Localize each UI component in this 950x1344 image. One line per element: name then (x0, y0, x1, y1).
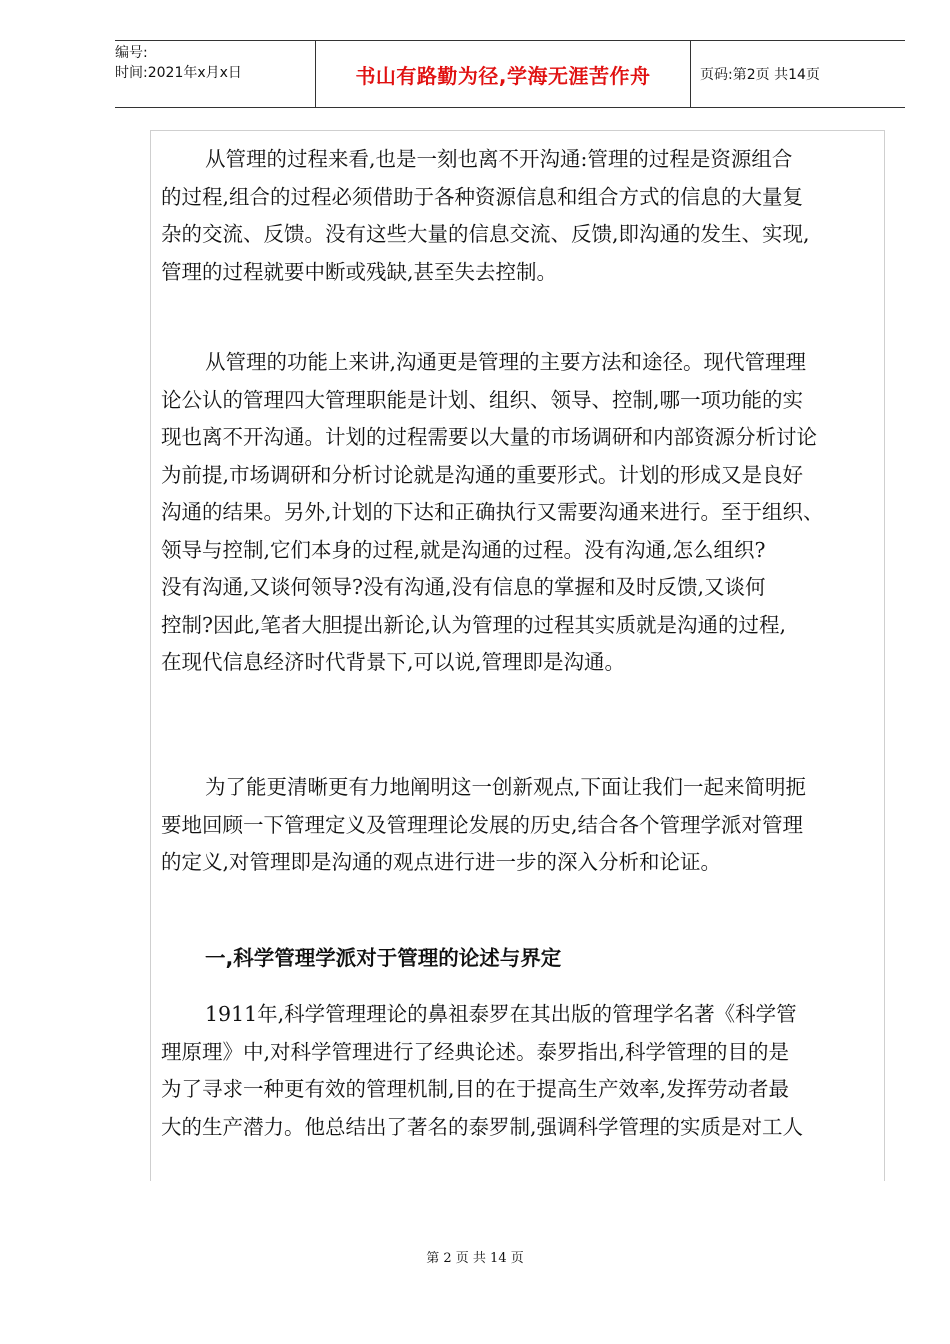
document-body (150, 130, 885, 1181)
paragraph-2 (161, 344, 885, 682)
paragraph-line: 为前提,市场调研和分析讨论就是沟通的重要形式。计划的形成又是良好 (161, 462, 804, 487)
paragraph-3 (161, 769, 885, 882)
paragraph-4 (161, 996, 885, 1146)
paragraph-line: 杂的交流、反馈。没有这些大量的信息交流、反馈,即沟通的发生、实现, (161, 222, 810, 246)
page-header (115, 40, 905, 108)
paragraph-line: 从管理的功能上来讲,沟通更是管理的主要方法和途径。现代管理理 (205, 350, 807, 374)
paragraph-line: 领导与控制,它们本身的过程,就是沟通的过程。没有沟通,怎么组织? (161, 537, 766, 562)
paragraph-line: 为了寻求一种更有效的管理机制,目的在于提高生产效率,发挥劳动者最 (161, 1077, 790, 1101)
header-meta (115, 41, 315, 109)
header-motto: 书山有路勤为径,学海无涯苦作舟 (315, 41, 691, 107)
paragraph-line: 要地回顾一下管理定义及管理理论发展的历史,结合各个管理学派对管理 (161, 812, 804, 837)
section-heading: 一,科学管理学派对于管理的论述与界定 (205, 946, 562, 970)
paragraph-line: 从管理的过程来看,也是一刻也离不开沟通:管理的过程是资源组合 (205, 147, 793, 171)
header-page-info (690, 41, 915, 107)
paragraph-line: 沟通的结果。另外,计划的下达和正确执行又需要沟通来进行。至于组织、 (161, 500, 824, 524)
paragraph-line: 没有沟通,又谈何领导?没有沟通,没有信息的掌握和及时反馈,又谈何 (161, 575, 766, 599)
paragraph-line: 理原理》中,对科学管理进行了经典论述。泰罗指出,科学管理的目的是 (161, 1039, 790, 1064)
paragraph-line: 管理的过程就要中断或残缺,甚至失去控制。 (161, 259, 558, 284)
paragraph-line: 大的生产潜力。他总结出了著名的泰罗制,强调科学管理的实质是对工人 (161, 1114, 804, 1139)
page-footer: 第 2 页 共 14 页 (426, 1251, 524, 1266)
paragraph-line: 在现代信息经济时代背景下,可以说,管理即是沟通。 (161, 650, 626, 674)
paragraph-line: 的过程,组合的过程必须借助于各种资源信息和组合方式的信息的大量复 (161, 184, 804, 209)
paragraph-line: 现也离不开沟通。计划的过程需要以大量的市场调研和内部资源分析讨论 (161, 425, 817, 449)
paragraph-line: 的定义,对管理即是沟通的观点进行进一步的深入分析和论证。 (161, 850, 722, 874)
paragraph-line: 控制?因此,笔者大胆提出新论,认为管理的过程其实质就是沟通的过程, (161, 612, 787, 637)
time-label: 时间:2021年x月x日 (115, 65, 242, 81)
paragraph-line: 论公认的管理四大管理职能是计划、组织、领导、控制,哪一项功能的实 (161, 387, 804, 412)
paragraph-line: 1911年,科学管理理论的鼻祖泰罗在其出版的管理学名著《科学管 (205, 1002, 797, 1026)
paragraph-1 (161, 141, 885, 291)
page-info-text: 页码:第2页 共14页 (700, 67, 820, 83)
serial-label: 编号: (115, 45, 148, 61)
paragraph-line: 为了能更清晰更有力地阐明这一创新观点,下面让我们一起来简明扼 (205, 775, 807, 799)
